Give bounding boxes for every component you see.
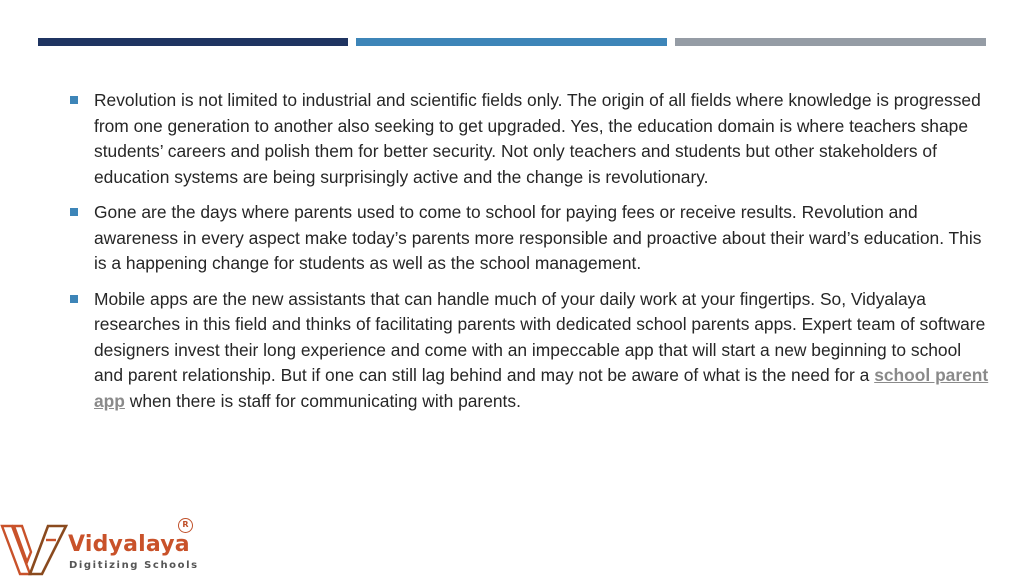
- bullet-text-before-link: Mobile apps are the new assistants that can handle much of your daily work at your fingertips. So, Vidyalaya researches in this field and thinks of facilitating parents with dedicated school parents apps. Expert team of software designers invest their long experience and come with an impeccable app that will start a new beginning to school and parent relationship. But if one can still lag behind and may not be aware of what is the need for a: [94, 288, 986, 385]
- header-color-bars: [38, 38, 986, 46]
- registered-trademark-icon: R: [178, 518, 193, 533]
- bullet-list: [70, 88, 990, 424]
- bullet-item-parents: [70, 200, 990, 277]
- header-bar-blue: [356, 38, 667, 46]
- bullet-text: Gone are the days where parents used to come to school for paying fees or receive results. Revolution and awareness in every aspect make today’s parents more responsible and proactive about their ward’s education. This is a happening change for students as well as the school management.: [94, 202, 982, 273]
- vidyalaya-logo-icon: [0, 522, 72, 576]
- bullet-text-after-link: when there is staff for communicating with parents.: [124, 390, 521, 411]
- bullet-item-revolution: [70, 88, 990, 190]
- logo-tagline: Digitizing Schools: [69, 560, 199, 571]
- school-parent-app-link[interactable]: school parent app: [94, 365, 989, 411]
- bullet-text: [94, 287, 990, 415]
- header-bar-gray: [675, 38, 986, 46]
- header-bar-dark-blue: [38, 38, 348, 46]
- logo-name: Vidyalaya: [68, 532, 190, 557]
- bullet-text: Revolution is not limited to industrial and scientific fields only. The origin of all fields where knowledge is progressed from one generation to another also seeking to get upgraded. Yes, the education domain is where teachers shape students’ careers and polish them for better security. Not only teachers and students but other stakeholders of education systems are being surprisingly active and the change is revolutionary.: [94, 90, 981, 187]
- square-bullet-icon: [70, 208, 78, 216]
- vidyalaya-logo: [0, 516, 210, 576]
- square-bullet-icon: [70, 295, 78, 303]
- square-bullet-icon: [70, 96, 78, 104]
- bullet-item-mobile-apps: [70, 287, 990, 415]
